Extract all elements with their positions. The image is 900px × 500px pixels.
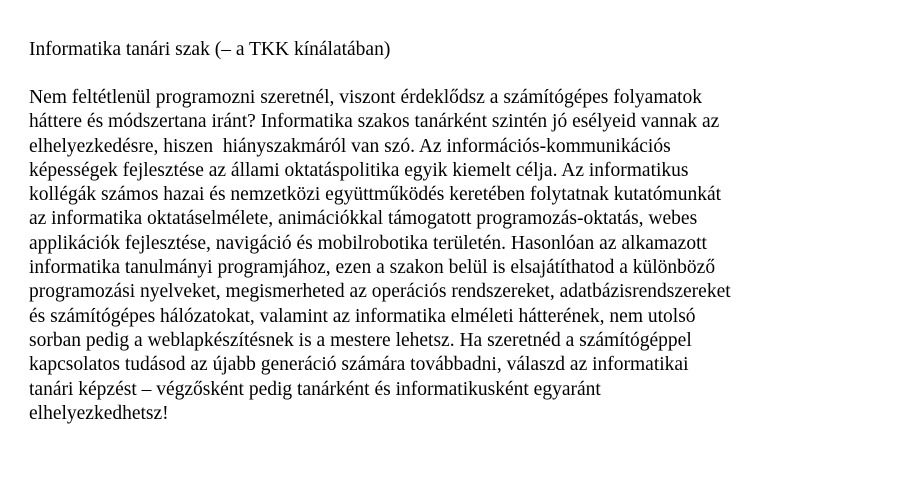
paragraph-line: az informatika oktatáselmélete, animációkkal támogatott programozás-oktatás, webes	[29, 208, 698, 230]
paragraph-line: Nem feltétlenül programozni szeretnél, viszont érdeklődsz a számítógépes folyamatok	[29, 87, 703, 108]
paragraph-line: programozási nyelveket, megismerheted az operációs rendszereket, adatbázisrendszereket	[29, 281, 731, 303]
paragraph-line: sorban pedig a weblapkészítésnek is a mestere lehetsz. Ha szeretnéd a számítógéppel	[29, 329, 692, 351]
paragraph-line: képességek fejlesztése az állami oktatáspolitika egyik kiemelt célja. Az informatikus	[29, 159, 689, 181]
paragraph-line: applikációk fejlesztése, navigáció és mobilrobotika területén. Hasonlóan az alkamazott	[29, 232, 707, 254]
paragraph-line: kapcsolatos tudásod az újabb generáció számára továbbadni, válaszd az informatikai	[29, 354, 689, 376]
paragraph-line: háttere és módszertana iránt? Informatika szakos tanárként szintén jó esélyeid vannak az	[29, 111, 720, 133]
document-title: Informatika tanári szak (– a TKK kínálatában)	[29, 39, 391, 60]
body-paragraph	[29, 86, 879, 426]
paragraph-line: elhelyezkedhetsz!	[29, 402, 169, 424]
paragraph-line: és számítógépes hálózatokat, valamint az informatika elméleti hátterének, nem utolsó	[29, 305, 696, 327]
paragraph-line: tanári képzést – végzősként pedig tanárként és informatikusként egyaránt	[29, 378, 601, 400]
paragraph-line: elhelyezkedésre, hiszen hiányszakmáról van szó. Az információs-kommunikációs	[29, 135, 671, 157]
paragraph-line: informatika tanulmányi programjához, ezen a szakon belül is elsajátíthatod a különböző	[29, 257, 716, 279]
paragraph-line: kollégák számos hazai és nemzetközi együttműködés keretében folytatnak kutatómunkát	[29, 184, 722, 206]
document-page	[29, 38, 879, 426]
